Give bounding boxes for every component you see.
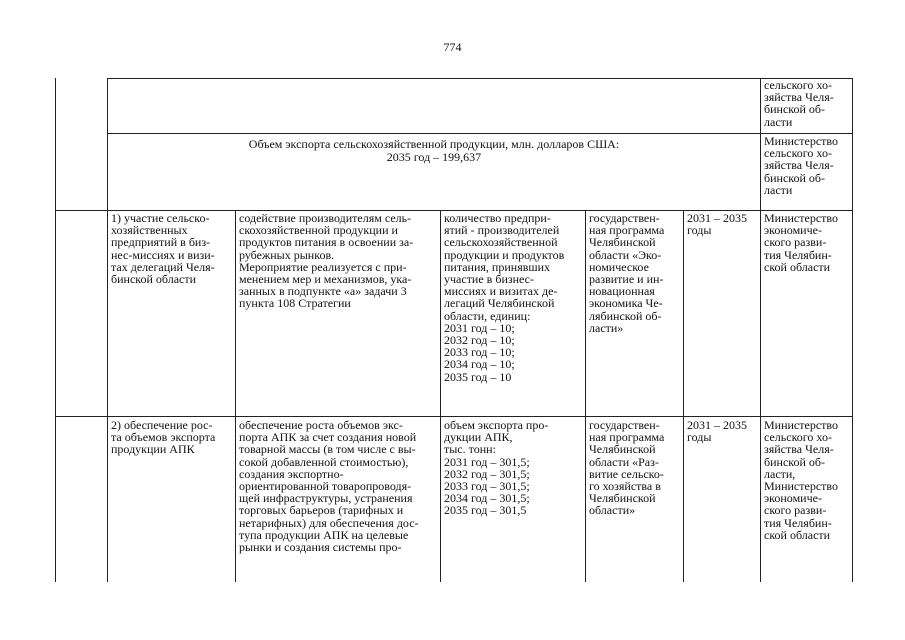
column-border	[440, 210, 441, 582]
column-border	[55, 78, 56, 582]
row2-event: 2) обеспечение рос- та объемов экспорта продукции АПК	[111, 418, 216, 457]
indicator-responsible: Министерство сельского хо- зяйства Челя- бинской об- ласти	[764, 134, 838, 197]
indicator-target: 2035 год – 199,637	[386, 150, 482, 164]
page-number: 774	[443, 40, 462, 54]
row2-period: 2031 – 2035 годы	[687, 418, 747, 445]
indicator-title: Объем экспорта сельскохозяйственной продукции, млн. долларов США:	[248, 137, 620, 151]
row2-content: обеспечение роста объемов экс- порта АПК за счет создания новой товарной массы (в том числе с вы- сокой добавленной стоимостью), создания экспортно- ориентированной товаропроводя- щей инфраструктуры, устранения торговых барьеров (тарифных и нетарифных) для обеспечения дос- тупа продукции АПК на целевые рынки и создания системы про-	[239, 418, 419, 555]
row1-period: 2031 – 2035 годы	[687, 211, 747, 238]
row-border	[107, 78, 853, 79]
column-border	[585, 210, 586, 582]
row1-content: содействие производителям сель- скохозяйственной продукции и продуктов питания в освоении за- рубежных рынков. Мероприятие реализуется с при- менением мер и механизмов, ука- занных в подпункте «а» задачи 3 пункта 108 Стратегии	[239, 211, 414, 311]
column-border	[760, 78, 761, 582]
column-border	[683, 210, 684, 582]
row1-result: количество предпри- ятий - производителей сельскохозяйственной продукции и продуктов питания, принявших участие в бизнес- миссиях и визитах де- легаций Челябинской области, единиц: 2031 год – 10; 2032 год – 10; 2033 год – 10; 2034 год – 10; 2035 год – 10	[444, 211, 565, 384]
row1-responsible: Министерство экономиче- ского разви- тия Челябин- ской области	[764, 211, 838, 274]
column-border	[235, 210, 236, 582]
continued-responsible-cell: сельского хо- зяйства Челя- бинской об- ласти	[764, 78, 834, 129]
column-border	[852, 78, 853, 582]
row2-responsible: Министерство сельского хо- зяйства Челя- бинской об- ласти, Министерство экономиче- ского разви- тия Челябин- ской области	[764, 418, 838, 542]
row-border	[107, 133, 853, 134]
row1-event: 1) участие сельско- хозяйственных предприятий в биз- нес-миссиях и визи- тах делегаций Челя- бинской области	[111, 211, 215, 287]
measures-table	[55, 78, 853, 582]
row2-program: государствен- ная программа Челябинской области «Раз- витие сельско- го хозяйства в Челябинской области»	[589, 418, 665, 518]
column-border	[107, 78, 108, 582]
row-border	[55, 416, 853, 417]
row2-result: объем экспорта про- дукции АПК, тыс. тонн: 2031 год – 301,5; 2032 год – 301,5; 2033 год – 301,5; 2034 год – 301,5; 2035 год – 301,5	[444, 418, 549, 518]
row1-program: государствен- ная программа Челябинской области «Эко- номическое развитие и ин- новационная экономика Че- лябинской об- ласти»	[589, 211, 665, 335]
